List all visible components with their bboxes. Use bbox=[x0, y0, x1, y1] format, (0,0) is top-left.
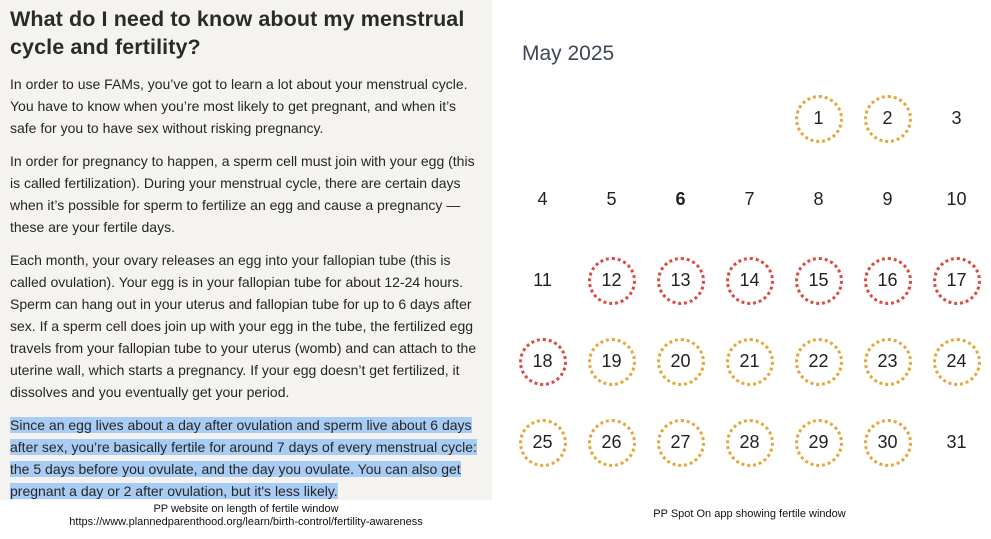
calendar-day-number-fertile: 28 bbox=[726, 419, 774, 467]
calendar-day[interactable] bbox=[715, 402, 784, 483]
left-caption-title: PP website on length of fertile window bbox=[153, 503, 339, 515]
calendar-day-number-fertile: 23 bbox=[864, 338, 912, 386]
calendar-day-number-peak: 14 bbox=[726, 257, 774, 305]
right-caption: PP Spot On app showing fertile window bbox=[653, 508, 846, 520]
calendar-day[interactable] bbox=[853, 240, 922, 321]
calendar-day[interactable] bbox=[646, 240, 715, 321]
calendar-day[interactable] bbox=[784, 240, 853, 321]
calendar-day[interactable] bbox=[784, 78, 853, 159]
calendar-day[interactable] bbox=[577, 402, 646, 483]
calendar-day-number: 6 bbox=[675, 189, 686, 209]
calendar-day[interactable] bbox=[577, 159, 646, 240]
calendar-day-number-fertile: 24 bbox=[933, 338, 981, 386]
calendar-day-number: 7 bbox=[744, 189, 755, 209]
calendar-day-number-fertile: 20 bbox=[657, 338, 705, 386]
calendar-day-number: 4 bbox=[537, 189, 548, 209]
calendar-day[interactable] bbox=[577, 240, 646, 321]
calendar-day-number-peak: 18 bbox=[519, 338, 567, 386]
calendar-day[interactable] bbox=[922, 321, 991, 402]
calendar-day-number-fertile: 27 bbox=[657, 419, 705, 467]
calendar-empty-cell bbox=[508, 78, 577, 159]
calendar-day[interactable] bbox=[508, 240, 577, 321]
calendar-day-number-fertile: 22 bbox=[795, 338, 843, 386]
calendar-day-number: 3 bbox=[951, 108, 962, 128]
calendar-day[interactable] bbox=[508, 159, 577, 240]
calendar-day-number: 9 bbox=[882, 189, 893, 209]
calendar-day[interactable] bbox=[853, 78, 922, 159]
article-paragraph: In order to use FAMs, you’ve got to learn a lot about your menstrual cycle. You have to know when you’re most likely to get pregnant, and when it’s safe for you to have sex without risking pregnancy. bbox=[10, 76, 468, 136]
calendar-day-number-fertile: 29 bbox=[795, 419, 843, 467]
calendar-day[interactable] bbox=[922, 402, 991, 483]
calendar-day[interactable] bbox=[577, 321, 646, 402]
calendar-day-number-peak: 12 bbox=[588, 257, 636, 305]
calendar-day-number-peak: 13 bbox=[657, 257, 705, 305]
calendar-day[interactable] bbox=[715, 240, 784, 321]
calendar-day[interactable] bbox=[784, 159, 853, 240]
calendar-day[interactable] bbox=[646, 321, 715, 402]
calendar-day-number-fertile: 2 bbox=[864, 95, 912, 143]
calendar-day[interactable] bbox=[922, 159, 991, 240]
calendar-empty-cell bbox=[577, 78, 646, 159]
calendar-day[interactable] bbox=[508, 321, 577, 402]
calendar-day[interactable] bbox=[715, 159, 784, 240]
calendar-day-number: 5 bbox=[606, 189, 617, 209]
article-paragraph: In order for pregnancy to happen, a sperm cell must join with your egg (this is called fertilization). During your menstrual cycle, there are certain days when it’s possible for sperm to fertilize an egg and cause a pregnancy — these are your fertile days. bbox=[10, 153, 475, 235]
calendar-empty-cell bbox=[646, 78, 715, 159]
calendar-day-number-fertile: 30 bbox=[864, 419, 912, 467]
calendar-day[interactable] bbox=[646, 159, 715, 240]
calendar-grid bbox=[508, 78, 991, 483]
calendar-day[interactable] bbox=[784, 402, 853, 483]
calendar-day-number: 8 bbox=[813, 189, 824, 209]
calendar-day[interactable] bbox=[853, 402, 922, 483]
calendar-day-number-fertile: 1 bbox=[795, 95, 843, 143]
left-caption bbox=[0, 503, 492, 529]
calendar-day-number-peak: 17 bbox=[933, 257, 981, 305]
calendar-day-number: 31 bbox=[946, 432, 967, 452]
text-selection[interactable]: Since an egg lives about a day after ovulation and sperm live about 6 days after sex, you’re basically fertile for around 7 days of every menstrual cycle: the 5 days before you ovulate, and the day you ovulate. You can also get pregnant a day or 2 after ovulation, but it's less likely. bbox=[10, 417, 477, 499]
calendar-day-number-fertile: 21 bbox=[726, 338, 774, 386]
calendar-day[interactable] bbox=[922, 240, 991, 321]
calendar-day[interactable] bbox=[922, 78, 991, 159]
article-paragraph: Each month, your ovary releases an egg into your fallopian tube (this is called ovulation). Your egg is in your fallopian tube for about 12-24 hours. Sperm can hang out in your uterus and fallopian tube for up to 6 days after sex. If a sperm cell does join up with your egg in the tube, the fertilized egg travels from your fallopian tube to your uterus (womb) and can attach to the uterine wall, which starts a pregnancy. If your egg doesn’t get fertilized, it dissolves and you eventually get your period. bbox=[10, 252, 477, 400]
calendar-day-number-peak: 16 bbox=[864, 257, 912, 305]
calendar-empty-cell bbox=[715, 78, 784, 159]
calendar-day[interactable] bbox=[853, 159, 922, 240]
calendar-day-number: 11 bbox=[533, 270, 552, 290]
calendar-day-number-fertile: 19 bbox=[588, 338, 636, 386]
calendar-day-number-fertile: 26 bbox=[588, 419, 636, 467]
calendar-day-number-fertile: 25 bbox=[519, 419, 567, 467]
calendar-day[interactable] bbox=[715, 321, 784, 402]
calendar-day-number-peak: 15 bbox=[795, 257, 843, 305]
calendar-day[interactable] bbox=[508, 402, 577, 483]
article-title: What do I need to know about my menstrual cycle and fertility? bbox=[10, 7, 465, 59]
highlighted-paragraph bbox=[10, 414, 482, 502]
calendar-month-title: May 2025 bbox=[522, 42, 615, 65]
calendar-day[interactable] bbox=[646, 402, 715, 483]
left-caption-url: https://www.plannedparenthood.org/learn/birth-control/fertility-awareness bbox=[69, 516, 423, 528]
calendar-day[interactable] bbox=[853, 321, 922, 402]
article-panel bbox=[0, 0, 492, 500]
calendar-day-number: 10 bbox=[946, 189, 967, 209]
calendar-day[interactable] bbox=[784, 321, 853, 402]
